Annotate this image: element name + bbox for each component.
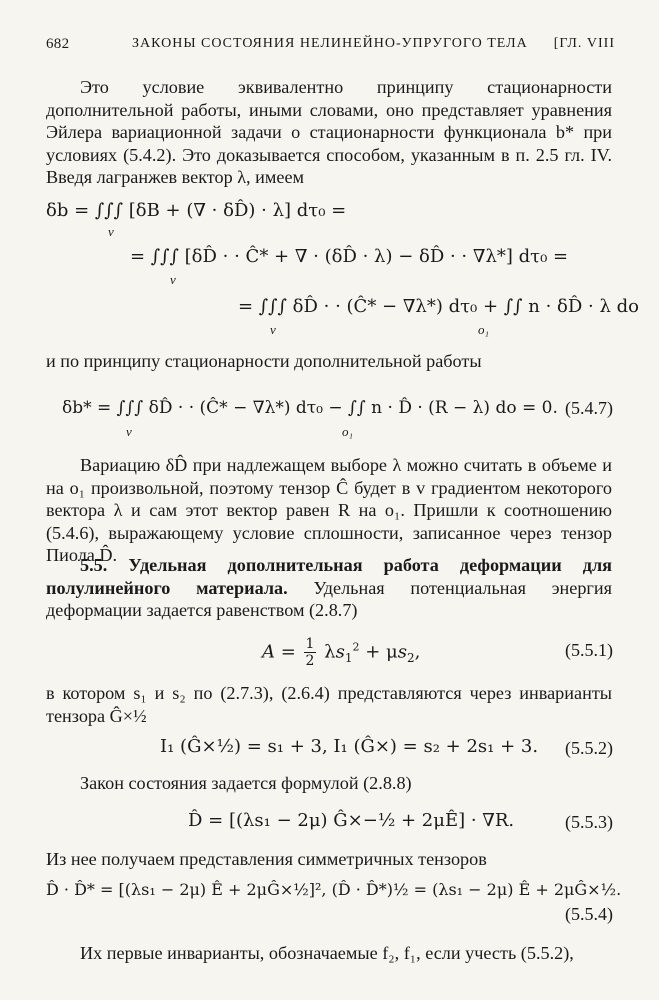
equation-number-5-4-7: (5.4.7) [565,398,613,418]
running-title: ЗАКОНЫ СОСТОЯНИЯ НЕЛИНЕЙНО-УПРУГОГО ТЕЛА [132,36,528,51]
equation-1-line-3-subscript-v: v [270,322,276,337]
paragraph-4-text: Удельная потенциальная энергия деформации задается равенством (2.8.7) [46,577,612,621]
equation-1-subscript-o1: o₁ [478,322,490,337]
chapter-label: [ГЛ. VIII [553,36,615,51]
equation-1-line-2-subscript-v: v [170,272,176,287]
equation-5-5-3: D̂ = [(λs₁ − 2μ) Ĝ×−½ + 2μÊ] · ∇R. [188,810,515,831]
equation-5-4-7-subscript-o1: o₁ [342,424,354,439]
paragraph-7: Из нее получаем представления симметричных тензоров [46,849,487,869]
equation-5-5-2: I₁ (Ĝ×½) = s₁ + 3, I₁ (Ĝ×) = s₂ + 2s₁ + 3. [160,736,539,757]
paragraph-3: Вариацию δD̂ при надлежащем выборе λ можно считать в объеме и на o₁ произвольной, поэтому тензор Ĉ будет в v градиентом некоторого вектора λ и сам этот вектор равен R на o₁. Пришли к соотношению (5.4.6), выражающему условие сплошности, записанное через тензор Пиола D̂. [46,455,612,566]
equation-number-5-5-3: (5.5.3) [565,812,613,832]
equation-1-line-1: δb = ∫∫∫ [δB + (∇ · δD̂) · λ] dτ₀ = [46,200,347,221]
paragraph-5: в котором s₁ и s₂ по (2.7.3), (2.6.4) представляются через инварианты тензора Ĝ×½ [46,683,612,726]
equation-5-4-7: δb* = ∫∫∫ δD̂ · · (Ĉ* − ∇λ*) dτ₀ − ∫∫ n · D̂ · (R − λ) do = 0. [62,398,558,418]
equation-5-5-1: A = $\frac{1}{2}$ $\lambda s_1^2 + \mu s_2$, [262,636,421,669]
page-number: 682 [46,36,70,52]
equation-1-subscript-v: v [108,224,114,239]
equation-number-5-5-4: (5.5.4) [565,904,613,924]
equation-1-line-2: = ∫∫∫ [δD̂ · · Ĉ* + ∇ · (δD̂ · λ) − δD̂ · · ∇λ*] dτ₀ = [130,246,569,267]
equation-1-line-3: = ∫∫∫ δD̂ · · (Ĉ* − ∇λ*) dτ₀ + ∫∫ n · δD̂ · λ do [238,296,639,317]
equation-5-5-4: D̂ · D̂* = [(λs₁ − 2μ) Ê + 2μĜ×½]², (D̂ · D̂*)½ = (λs₁ − 2μ) Ê + 2μĜ×½. [46,880,622,899]
paragraph-1: Это условие эквивалентно принципу стационарности дополнительной работы, иными словами, оно представляет уравнения Эйлера вариационной задачи о стационарности функционала b* при условиях (5.4.2). Это доказывается способом, указанным в п. 2.5 гл. IV. Введя лагранжев вектор λ, имеем [46,77,612,188]
equation-number-5-5-2: (5.5.2) [565,738,613,758]
paragraph-2: и по принципу стационарности дополнительной работы [46,351,482,371]
paragraph-8: Их первые инварианты, обозначаемые f₂, f₁, если учесть (5.5.2), [80,943,574,963]
equation-number-5-5-1: (5.5.1) [565,640,613,660]
paragraph-4 [46,554,612,622]
section-heading-5-5: 5.5. Удельная дополнительная работа деформации для полулинейного материала. [46,555,612,598]
paragraph-6: Закон состояния задается формулой (2.8.8) [80,773,412,793]
equation-5-4-7-subscript-v: v [126,424,132,439]
